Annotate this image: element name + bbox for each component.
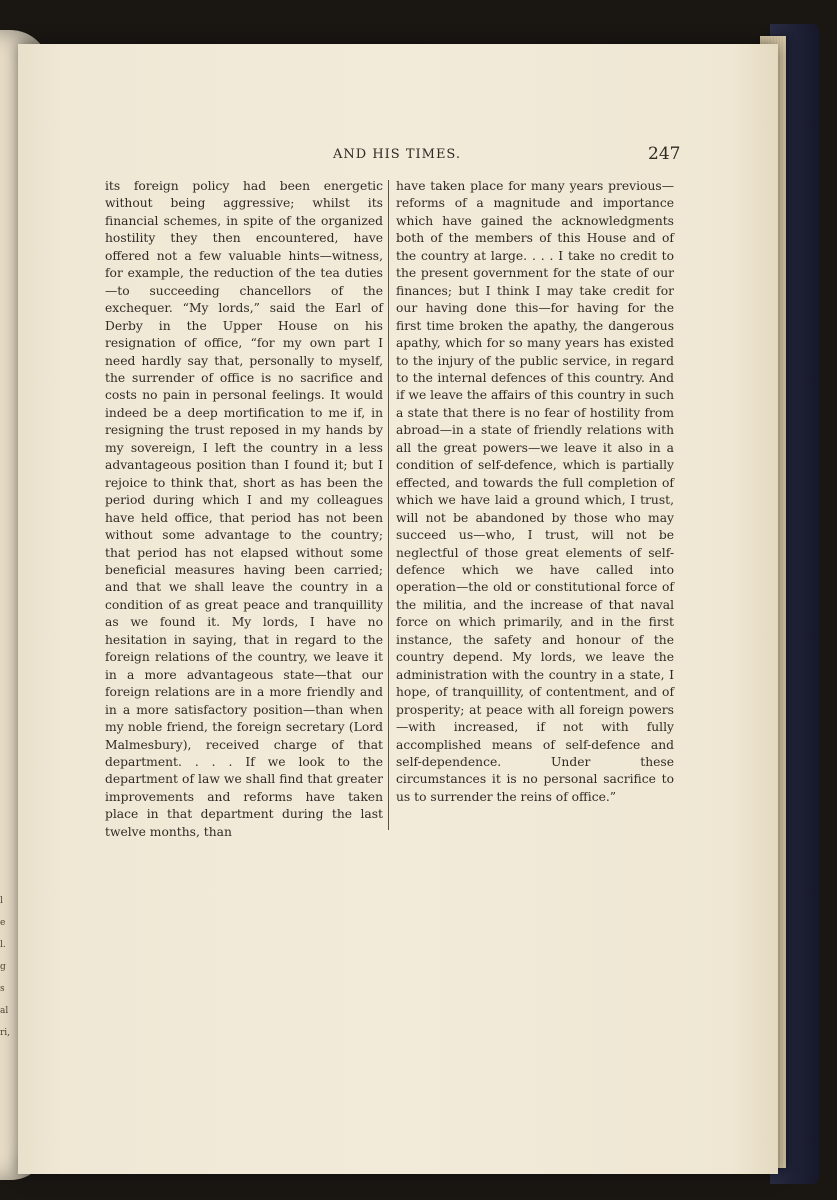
facing-page-fragments — [0, 890, 20, 1044]
facing-page-fragment: g — [0, 962, 6, 972]
facing-page-fragment: e — [0, 918, 6, 928]
facing-page-fragment: l. — [0, 940, 6, 950]
running-head: AND HIS TIMES. — [333, 147, 462, 162]
right-column-text: have taken place for many years previous—reforms of a magnitude and importance which have gained the acknowledgments both of the members of this House and of the country at large. . . . I take no credit to the present government for the state of our finances; but I think I may take credit for our having done this—for having for the first time broken the apathy, the dangerous apathy, which for so many years has existed to the injury of the public service, in regard to the internal defences of this country. And if we leave the affairs of this country in such a state that there is no fear of hostility from abroad—in a state of friendly relations with all the great powers—we leave it also in a condition of self-defence, which is partially effected, and towards the full completion of which we have laid a ground which, I trust, will not be abandoned by those who may succeed us—who, I trust, will not be neglectful of those great elements of self-defence which we have called into operation—the old or constitutional force of the militia, and the increase of that naval force on which primarily, and in the first instance, the safety and honour of the country depend. My lords, we leave the administration with the country in a state, I hope, of tranquillity, of contentment, and of prosperity; at peace with all foreign powers—with increased, if not with fully accomplished means of self-defence and self-dependence. Under these circumstances it is no personal sacrifice to us to surrender the reins of office.” — [396, 179, 674, 804]
facing-page-fragment: al — [0, 1006, 9, 1016]
column-divider — [388, 180, 389, 830]
facing-page-fragment: l — [0, 896, 3, 906]
page-number: 247 — [648, 144, 681, 164]
left-column-text: its foreign policy had been energetic without being aggressive; whilst its financial schemes, in spite of the organized hostility they then encountered, have offered not a few valuable hints—witness, for example, the reduction of the tea duties—to succeeding chancellors of the exchequer. “My lords,” said the Earl of Derby in the Upper House on his resignation of office, “for my own part I need hardly say that, personally to myself, the surrender of office is no sacrifice and costs no pain in personal feelings. It would indeed be a deep mortification to me if, in resigning the trust reposed in my hands by my sovereign, I left the country in a less advantageous position than I found it; but I rejoice to think that, short as has been the period during which I and my colleagues have held office, that period has not been without some advantage to the country; that period has not elapsed without some beneficial measures having been carried; and that we shall leave the country in a condition of as great peace and tranquillity as we found it. My lords, I have no hesitation in saying, that in regard to the foreign relations of the country, we leave it in a more advantageous state—that our foreign relations are in a more friendly and in a more satisfactory position—than when my noble friend, the foreign secretary (Lord Malmesbury), received charge of that department. . . . If we look to the department of law we shall find that greater improvements and reforms have taken place in that department during the last twelve months, than — [105, 179, 383, 839]
facing-page-fragment: s — [0, 984, 5, 994]
facing-page-fragment: ri, — [0, 1028, 11, 1038]
